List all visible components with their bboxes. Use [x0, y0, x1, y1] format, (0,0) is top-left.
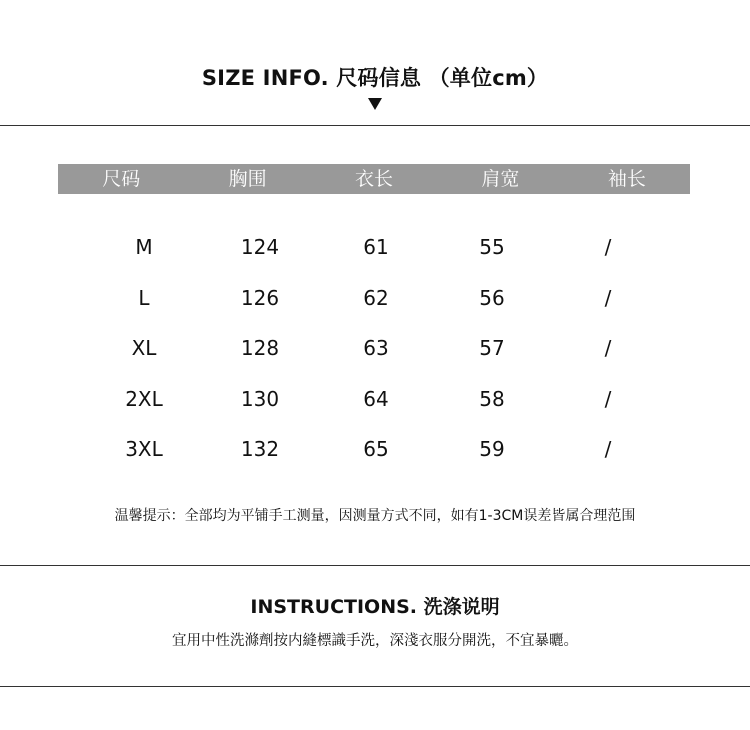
divider-top — [0, 125, 750, 126]
cell-length: 64 — [363, 386, 389, 411]
cell-sleeve: / — [604, 285, 612, 310]
table-row — [86, 424, 666, 475]
cell-sleeve: / — [604, 336, 612, 361]
table-row — [86, 323, 666, 374]
cell-chest: 128 — [240, 336, 280, 361]
triangle-down-icon — [368, 98, 382, 110]
cell-shoulder: 59 — [479, 437, 505, 462]
divider-bottom — [0, 686, 750, 687]
cell-shoulder: 56 — [479, 285, 505, 310]
header-size: 尺码 — [102, 168, 141, 190]
cell-size: M — [135, 235, 153, 260]
size-table-body — [86, 222, 666, 475]
cell-shoulder: 55 — [479, 235, 505, 260]
cell-chest: 126 — [240, 285, 280, 310]
table-row — [86, 273, 666, 324]
cell-size: XL — [131, 336, 157, 361]
cell-length: 63 — [363, 336, 389, 361]
header-length: 衣长 — [355, 168, 394, 190]
cell-length: 65 — [363, 437, 389, 462]
cell-shoulder: 58 — [479, 386, 505, 411]
cell-size: 2XL — [125, 386, 163, 411]
cell-length: 62 — [363, 285, 389, 310]
cell-sleeve: / — [604, 437, 612, 462]
instructions-title: INSTRUCTIONS. 洗涤说明 — [250, 596, 500, 618]
cell-size: 3XL — [125, 437, 163, 462]
cell-length: 61 — [363, 235, 389, 260]
cell-shoulder: 57 — [479, 336, 505, 361]
cell-chest: 132 — [240, 437, 280, 462]
size-table-header — [58, 164, 690, 194]
header-shoulder: 肩宽 — [481, 168, 520, 190]
cell-sleeve: / — [604, 386, 612, 411]
header-chest: 胸围 — [228, 168, 267, 190]
table-row — [86, 222, 666, 273]
cell-sleeve: / — [604, 235, 612, 260]
divider-middle — [0, 565, 750, 566]
instructions-text: 宜用中性洗滌劑按内縫標識手洗，深淺衣服分開洗，不宜暴曬。 — [172, 633, 578, 649]
header-sleeve: 袖长 — [607, 168, 646, 190]
cell-size: L — [138, 285, 150, 310]
measurement-note: 温馨提示：全部均为平铺手工测量，因测量方式不同，如有1-3CM误差皆属合理范围 — [114, 508, 636, 524]
page-title: SIZE INFO. 尺码信息 （单位cm） — [201, 66, 549, 90]
cell-chest: 130 — [240, 386, 280, 411]
table-row — [86, 374, 666, 425]
cell-chest: 124 — [240, 235, 280, 260]
